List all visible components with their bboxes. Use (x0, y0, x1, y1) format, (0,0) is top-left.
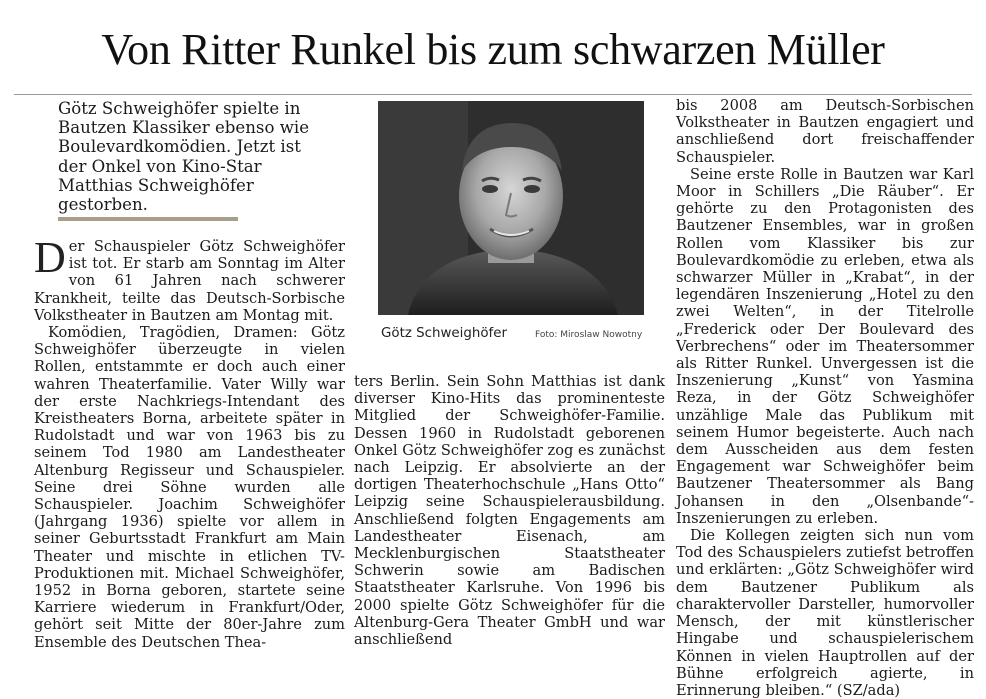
photo-credit: Foto: Miroslaw Nowotny (535, 330, 643, 340)
lead-text: Götz Schweighöfer spielte in Bautzen Klassiker ebenso wie Boulevardkomödien. Jetzt ist der Onkel von Kino-Star Matthias Schweighöfer gestorben. (58, 99, 310, 215)
article-paragraph-2-end: bis 2008 am Deutsch-Sorbischen Volkstheater in Bautzen engagiert und anschließend dort freischaffender Schauspieler. (676, 97, 974, 166)
article-paragraph-4: Die Kollegen zeigten sich nun vom Tod des Schauspielers zutiefst betroffen und erklärten: „Götz Schweighöfer wird dem Bautzener Publikum als charaktervoller Darsteller, humorvoller Mensch, der mit künstlerischer Hingabe und schauspielerischem Können in vielen Hauptrollen auf der Bühne erfolgreich agierte, in Erinnerung bleiben.“ (SZ/ada) (676, 527, 974, 699)
article-paragraph-2: Komödien, Tragödien, Dramen: Götz Schweighöfer überzeugte in vielen Rollen, entstammte er doch auch einer wahren Theaterfamilie. Vater Willy war der erste Nachkriegs-Intendant des Kreistheaters Borna, arbeitete später in Rudolstadt und war von 1963 bis zu seinem Tod 1980 am Landestheater Altenburg Regisseur und Schauspieler. Seine drei Söhne wurden alle Schauspieler. Joachim Schweighöfer (Jahrgang 1936) spielte vor allem in seiner Geburtsstadt Frankfurt am Main Theater und mischte in etlichen TV-Produktionen mit. Michael Schweighöfer, 1952 in Borna geboren, startete seine Karriere wiederum in Frankfurt/Oder, gehört seit Mitte der 80er-Jahre zum Ensemble des Deutschen Thea- (34, 324, 345, 651)
article-column-3 (676, 97, 974, 699)
portrait-illustration (378, 101, 644, 315)
headline-divider (14, 94, 972, 95)
article-paragraph-3: Seine erste Rolle in Bautzen war Karl Moor in Schillers „Die Räuber“. Er gehörte zu den Protagonisten des Bautzener Ensembles, war in großen Rollen vom Klassiker bis zur Boulevardkomödie zu erleben, etwa als schwarzer Müller in „Krabat“, in der legendären Inszenierung „Hotel zu den zwei Welten“, in der Titelrolle „Frederick oder Der Boulevard des Verbrechens“ oder im Theatersommer als Ritter Runkel. Unvergessen ist die Inszenierung „Kunst“ von Yasmina Reza, in der Götz Schweighöfer unzählige Male das Publikum mit seinem Humor begeisterte. Auch nach dem Ausscheiden aus dem festen Engagement war Schweighöfer beim Bautzener Theatersommer als Bang Johansen in den „Olsenbande“-Inszenierungen zu erleben. (676, 165, 974, 527)
article-paragraph-1 (34, 233, 345, 324)
paragraph-1-text: er Schauspieler Götz Schweighöfer ist tot. Er starb am Sonntag im Alter von 61 Jahren nach schwerer Krankheit, teilte das Deutsch-Sorbische Volkstheater in Bautzen am Montag mit. (34, 238, 345, 324)
article-paragraph-2-continued: ters Berlin. Sein Sohn Matthias ist dank diverser Kino-Hits das prominenteste Mitglied der Schweighöfer-Familie. Dessen 1960 in Rudolstadt geborenen Onkel Götz Schweighöfer zog es zunächst nach Leipzig. Er absolvierte an der dortigen Theaterhochschule „Hans Otto“ Leipzig seine Schauspielerausbildung. Anschließend folgten Engagements am Landestheater Eisenach, am Mecklenburgischen Staatstheater Schwerin sowie am Badischen Staatstheater Karlsruhe. Von 1996 bis 2000 spielte Götz Schweighöfer für die Altenburg-Gera Theater GmbH und war anschließend (354, 373, 665, 649)
headline: Von Ritter Runkel bis zum schwarzen Müller (101, 25, 885, 74)
article-column-2 (354, 373, 665, 648)
photo-caption: Götz Schweighöfer (381, 326, 508, 341)
dropcap: D (34, 233, 66, 282)
lead-underline (58, 217, 238, 221)
article-column-1 (34, 233, 345, 651)
portrait-photo (378, 101, 644, 315)
